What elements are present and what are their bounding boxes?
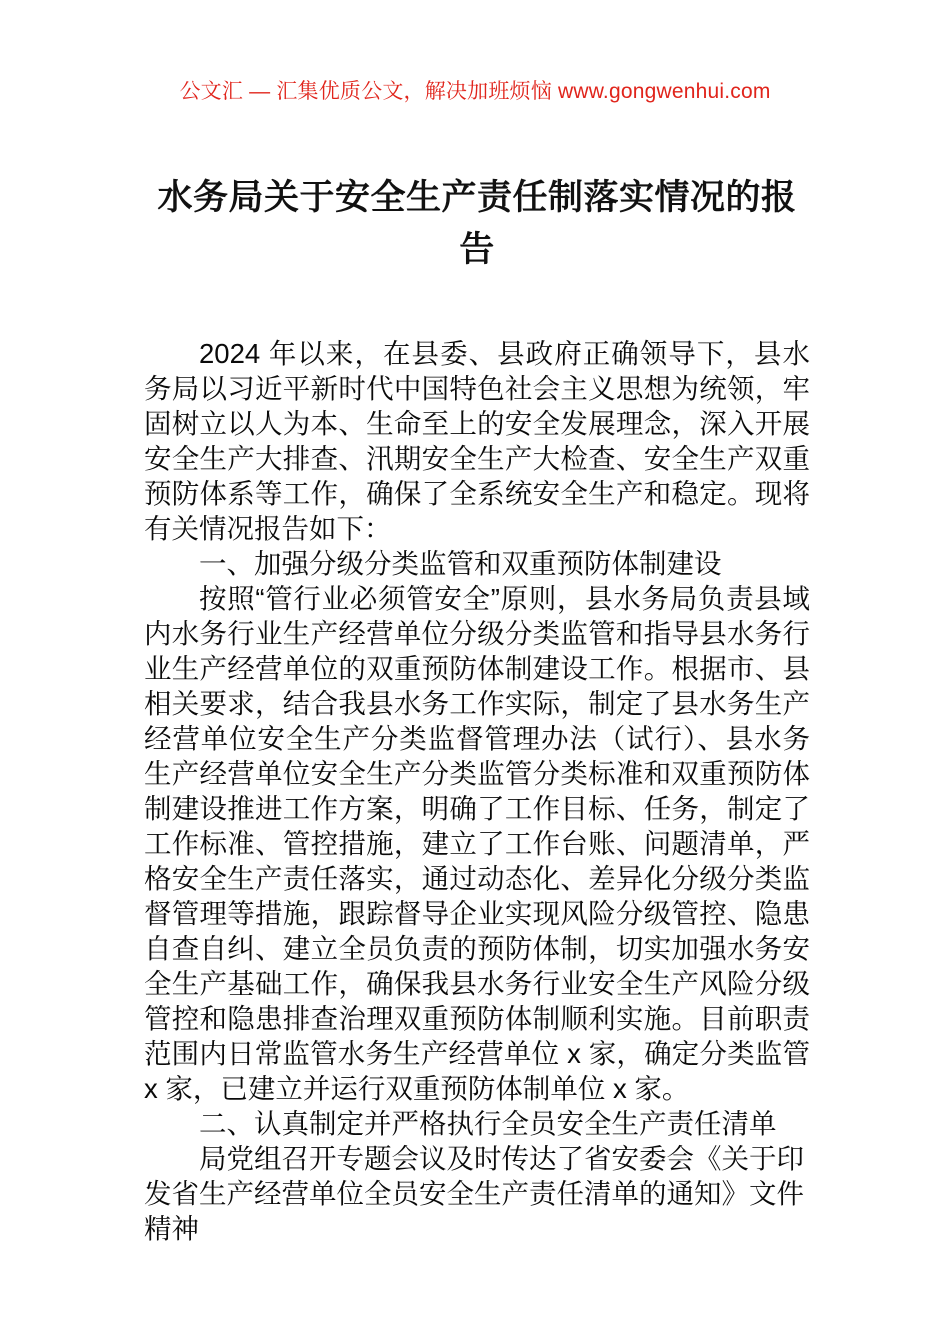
paragraph-section-two-body: 局党组召开专题会议及时传达了省安委会《关于印发省生产经营单位全员安全生产责任清单的通知》文件精神 (144, 1143, 804, 1244)
paragraph-section-one-body: 按照“管行业必须管安全”原则，县水务局负责县域内水务行业生产经营单位分级分类监管和指导县水务行业生产经营单位的双重预防体制建设工作。根据市、县相关要求，结合我县水务工作实际，制定了县水务生产经营单位安全生产分类监督管理办法（试行）、县水务生产经营单位安全生产分类监管分类标准和双重预防体制建设推进工作方案，明确了工作目标、任务，制定了工作标准、管控措施，建立了工作台账、问题清单，严格安全生产责任落实，通过动态化、差异化分级分类监督管理等措施，跟踪督导企业实现风险分级管控、隐患自查自纠、建立全员负责的预防体制，切实加强水务安全生产基础工作，确保我县水务行业安全生产风险分级管控和隐患排查治理双重预防体制顺利实施。目前职责范围内日常监管水务生产经营单位 x 家，确定分类监管 x 家，已建立并运行双重预防体制单位 x 家。 (144, 583, 810, 1104)
site-watermark-text: 公文汇 — 汇集优质公文，解决加班烦恼 www.gongwenhui.com (179, 80, 771, 103)
paragraph-intro: 2024 年以来，在县委、县政府正确领导下，县水务局以习近平新时代中国特色社会主义思想为统领，牢固树立以人为本、生命至上的安全发展理念，深入开展安全生产大排查、汛期安全生产大检查、安全生产双重预防体系等工作，确保了全系统安全生产和稳定。现将有关情况报告如下： (144, 338, 810, 544)
site-watermark-header (0, 78, 950, 106)
document-title: 水务局关于安全生产责任制落实情况的报告 (157, 178, 797, 269)
document-paragraphs (144, 336, 810, 1246)
section-heading-two: 二、认真制定并严格执行全员安全生产责任清单 (199, 1108, 777, 1139)
section-heading-one: 一、加强分级分类监管和双重预防体制建设 (199, 548, 722, 579)
